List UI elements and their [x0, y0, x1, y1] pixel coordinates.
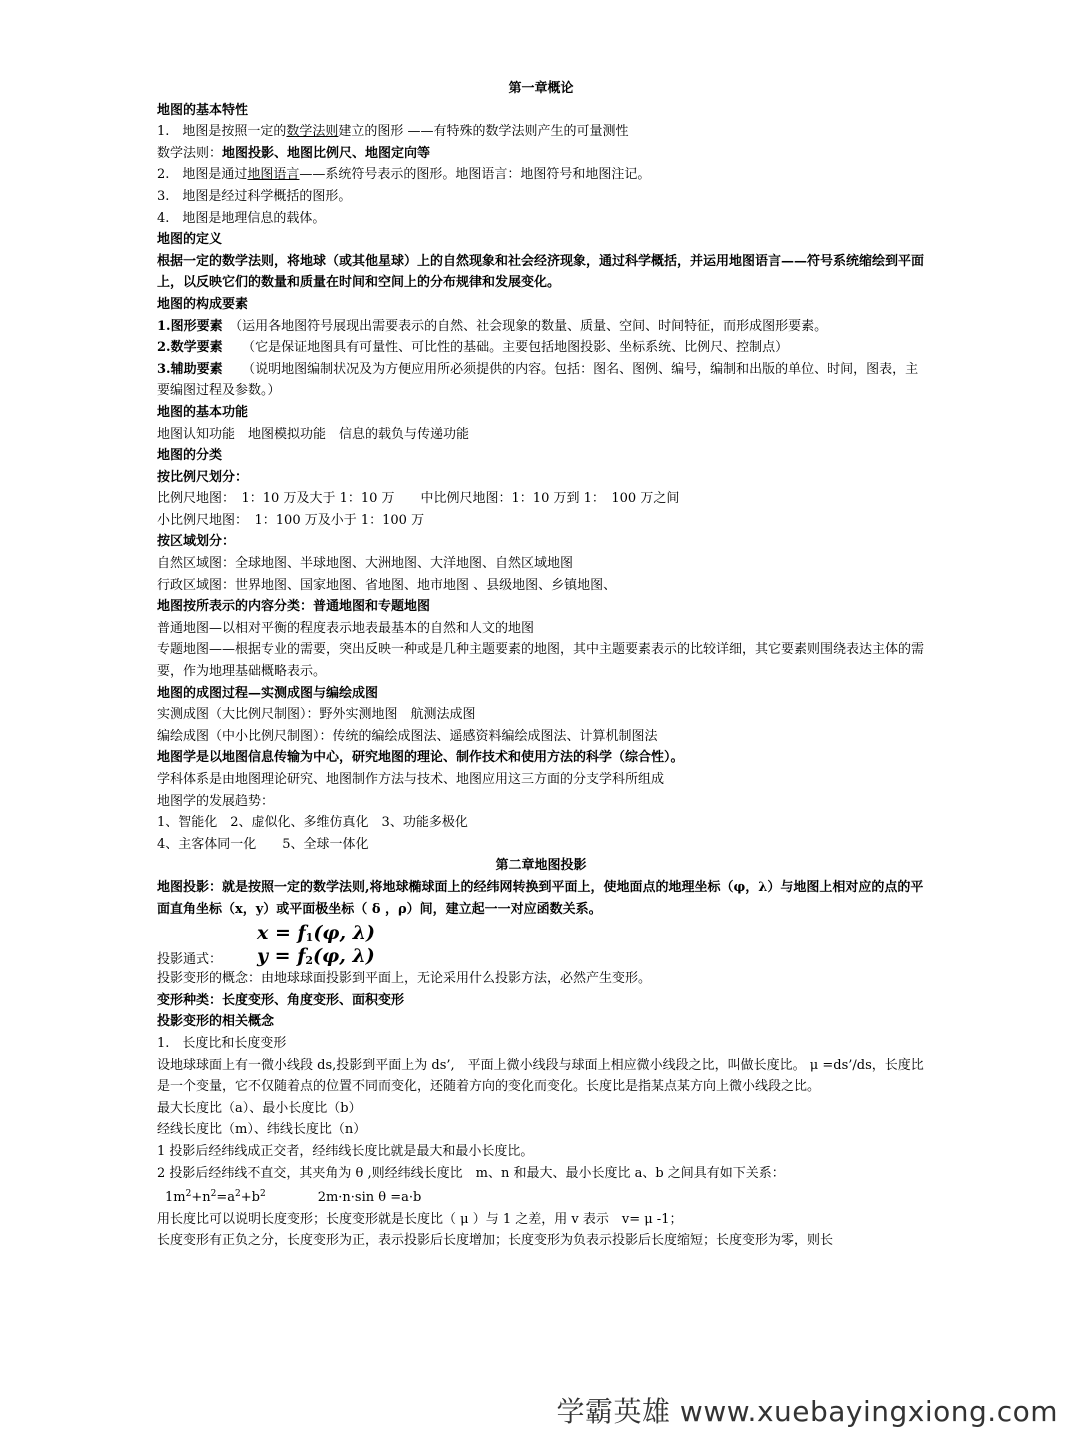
- cartography-system: 学科体系是由地图理论研究、地图制作方法与技术、地图应用这三方面的分支学科所组成: [157, 772, 665, 787]
- survey-text: 实测成图（大比例尺制图）：野外实测地图 航测法成图: [157, 707, 476, 723]
- deform-sign-text: 长度变形有正负之分，长度变形为正，表示投影后长度增加；长度变形为负表示投影后长度缩短；长度变形为零，则长: [157, 1233, 834, 1249]
- admin-region-text: 行政区域图：世界地图、国家地图、省地图、地市地图 、县级地图、乡镇地图、: [157, 577, 617, 593]
- length-deform-text: 用长度比可以说明长度变形；长度变形就是长度比（ μ ）与 1 之差，用 v 表示 v= μ -1；: [157, 1211, 683, 1227]
- compile-text: 编绘成图（中小比例尺制图）：传统的编绘成图法、遥感资料编绘成图法、计算机制图法: [157, 728, 658, 744]
- formula-label: 投影通式：: [157, 952, 223, 968]
- by-region-heading: 按区域划分：: [157, 534, 236, 550]
- related-heading: 投影变形的相关概念: [157, 1014, 275, 1030]
- definition-heading: 地图的定义: [157, 232, 223, 248]
- watermark: 学霸英雄 www.xuebayingxiong.com: [556, 1395, 1058, 1428]
- basic-props-heading: 地图的基本特性: [157, 102, 249, 118]
- classification-heading: 地图的分类: [157, 448, 223, 464]
- by-content-heading: 地图按所表示的内容分类：普通地图和专题地图: [157, 599, 431, 615]
- by-scale-heading: 按比例尺划分：: [157, 469, 249, 485]
- math-rule-underlined: 数学法则: [286, 124, 339, 140]
- chapter1-title: 第一章概论: [508, 81, 574, 96]
- formula-y: y = f2(φ, λ): [257, 945, 375, 968]
- functions-heading: 地图的基本功能: [157, 404, 249, 420]
- orthogonal-text: 1 投影后经纬线成正交者，经纬线长度比就是最大和最小长度比。: [157, 1143, 534, 1159]
- math-rule-line: 数学法则：地图投影、地图比例尺、地图定向等: [157, 145, 431, 161]
- large-scale-text: 比例尺地图： 1：10 万及大于 1：10 万 中比例尺地图：1：10 万到 1： 100 万之间: [157, 491, 680, 507]
- basic-prop-4: 4. 地图是地理信息的载体。: [157, 210, 326, 226]
- deform-concept: 投影变形的概念：由地球球面投影到平面上，无论采用什么投影方法，必然产生变形。: [157, 971, 652, 987]
- basic-prop-2: 2. 地图是通过地图语言——系统符号表示的图形。地图语言：地图符号和地图注记。: [157, 167, 651, 183]
- functions-text: 地图认知功能 地图模拟功能 信息的载负与传递功能: [157, 426, 470, 442]
- trend-heading: 地图学的发展趋势：: [157, 793, 275, 809]
- cartography-definition: 地图学是以地图信息传输为中心，研究地图的理论、制作技术和使用方法的科学（综合性）。: [157, 750, 684, 766]
- document-page: [157, 78, 925, 1252]
- basic-prop-1: 1. 地图是按照一定的数学法则建立的图形 ——有特殊的数学法则产生的可量测性: [157, 124, 629, 140]
- element-graphic: 1.图形要素 （运用各地图符号展现出需要表示的自然、社会现象的数量、质量、空间、时间特征，而形成图形要素。: [157, 318, 828, 334]
- element-auxiliary: 3.辅助要素 （说明地图编制状况及为方便应用所必须提供的内容。包括：图名、图例、编号，编制和出版的单位、时间，图表，主要编图过程及参数。）: [157, 361, 919, 399]
- projection-definition: 地图投影：就是按照一定的数学法则,将地球椭球面上的经纬网转换到平面上，使地面点的地理坐标（φ，λ）与地图上相对应的点的平面直角坐标（x，y）或平面极坐标（ δ ，ρ）间，建立起一一对应函数关系。: [157, 879, 924, 917]
- thematic-map-text: 专题地图——根据专业的需要，突出反映一种或是几种主题要素的地图，其中主题要素表示的比较详细，其它要素则围绕表达主体的需要，作为地理基础概略表示。: [157, 642, 925, 680]
- chapter2-title: 第二章地图投影: [495, 858, 587, 874]
- element-math: 2.数学要素 （它是保证地图具有可量性、可比性的基础。主要包括地图投影、坐标系统、比例尺、控制点）: [157, 340, 789, 356]
- trend-1: 1、智能化 2、虚似化、多维仿真化 3、功能多极化: [157, 815, 468, 831]
- length-text: 设地球球面上有一微小线段 ds,投影到平面上为 ds’, 平面上微小线段与球面上相应微小线段之比，叫做长度比。 μ =ds’/ds，长度比是一个变量，它不仅随着点的位置不同而变化，还随着方向的变化而变化。长度比是指某点某方向上微小线段之比。: [157, 1057, 924, 1095]
- natural-region-text: 自然区域图：全球地图、半球地图、大洲地图、大洋地图、自然区域地图: [157, 556, 574, 572]
- map-language-underlined: 地图语言: [247, 167, 300, 183]
- process-heading: 地图的成图过程—实测成图与编绘成图: [157, 685, 379, 701]
- length-heading: 1. 长度比和长度变形: [157, 1035, 287, 1051]
- nonorthogonal-text: 2 投影后经纬线不直交，其夹角为 θ ,则经纬线长度比 m、n 和最大、最小长度比 a、b 之间具有如下关系：: [157, 1165, 785, 1181]
- projection-formula: [157, 920, 925, 968]
- meridian-parallel-ratio: 经线长度比（m）、纬线长度比（n）: [157, 1122, 367, 1138]
- formula-x: x = f1(φ, λ): [257, 922, 376, 945]
- deform-types: 变形种类：长度变形、角度变形、面积变形: [157, 992, 405, 1008]
- elements-heading: 地图的构成要素: [157, 296, 249, 312]
- equations: $1m^2+n^2=a^2+b^2$ 2m·n·sin θ =a·b: [165, 1189, 422, 1206]
- general-map-text: 普通地图—以相对平衡的程度表示地表最基本的自然和人文的地图: [157, 620, 535, 636]
- basic-prop-3: 3. 地图是经过科学概括的图形。: [157, 188, 352, 204]
- trend-2: 4、主客体同一化 5、全球一体化: [157, 836, 369, 852]
- small-scale-text: 小比例尺地图： 1：100 万及小于 1：100 万: [157, 512, 425, 528]
- definition-text: 根据一定的数学法则，将地球（或其他星球）上的自然现象和社会经济现象，通过科学概括，并运用地图语言——符号系统缩绘到平面上，以反映它们的数量和质量在时间和空间上的分布规律和发展变化。: [157, 253, 925, 291]
- max-min-ratio: 最大长度比（a）、最小长度比（b）: [157, 1100, 362, 1116]
